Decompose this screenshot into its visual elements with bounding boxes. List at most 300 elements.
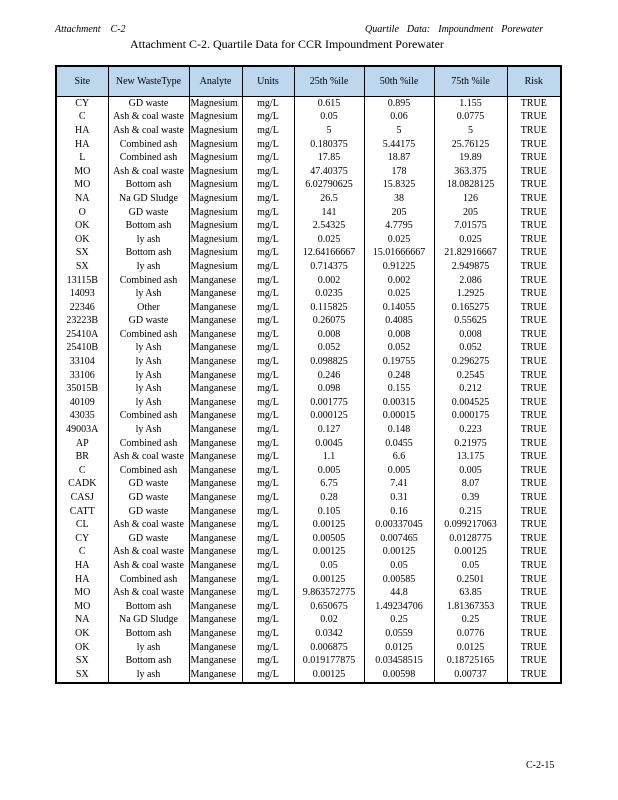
cell-25th-percentile: 0.05 (294, 559, 364, 573)
cell-site: CY (56, 532, 108, 546)
cell-waste-type: Combined ash (108, 437, 189, 451)
table-row (56, 464, 561, 478)
cell-75th-percentile: 363.375 (434, 165, 507, 179)
cell-site: O (56, 206, 108, 220)
cell-50th-percentile: 0.00598 (364, 668, 434, 683)
cell-waste-type: Ash & coal waste (108, 559, 189, 573)
cell-75th-percentile: 0.223 (434, 423, 507, 437)
cell-50th-percentile: 5.44175 (364, 138, 434, 152)
cell-site: MO (56, 600, 108, 614)
cell-75th-percentile: 0.0775 (434, 111, 507, 125)
cell-units: mg/L (242, 382, 294, 396)
cell-25th-percentile: 0.02 (294, 614, 364, 628)
cell-analyte: Manganese (189, 342, 242, 356)
cell-risk: TRUE (507, 586, 561, 600)
cell-units: mg/L (242, 423, 294, 437)
cell-units: mg/L (242, 206, 294, 220)
cell-site: HA (56, 138, 108, 152)
cell-waste-type: Combined ash (108, 464, 189, 478)
cell-units: mg/L (242, 532, 294, 546)
cell-site: HA (56, 559, 108, 573)
cell-analyte: Magnesium (189, 97, 242, 111)
cell-75th-percentile: 0.212 (434, 382, 507, 396)
cell-risk: TRUE (507, 546, 561, 560)
table-row (56, 654, 561, 668)
cell-50th-percentile: 0.00125 (364, 546, 434, 560)
cell-waste-type: Ash & coal waste (108, 450, 189, 464)
cell-75th-percentile: 0.00125 (434, 546, 507, 560)
table-row (56, 573, 561, 587)
cell-waste-type: GD waste (108, 478, 189, 492)
table-row (56, 260, 561, 274)
cell-50th-percentile: 0.148 (364, 423, 434, 437)
cell-risk: TRUE (507, 478, 561, 492)
cell-site: OK (56, 641, 108, 655)
cell-units: mg/L (242, 437, 294, 451)
cell-25th-percentile: 0.00505 (294, 532, 364, 546)
cell-site: HA (56, 573, 108, 587)
cell-analyte: Manganese (189, 396, 242, 410)
cell-analyte: Manganese (189, 382, 242, 396)
cell-site: 13115B (56, 274, 108, 288)
cell-50th-percentile: 7.41 (364, 478, 434, 492)
cell-25th-percentile: 0.650675 (294, 600, 364, 614)
cell-waste-type: Bottom ash (108, 627, 189, 641)
cell-units: mg/L (242, 179, 294, 193)
cell-75th-percentile: 0.2545 (434, 369, 507, 383)
cell-waste-type: Na GD Sludge (108, 614, 189, 628)
cell-50th-percentile: 0.248 (364, 369, 434, 383)
header-attachment (55, 24, 126, 35)
cell-50th-percentile: 1.49234706 (364, 600, 434, 614)
cell-risk: TRUE (507, 518, 561, 532)
cell-units: mg/L (242, 274, 294, 288)
cell-risk: TRUE (507, 124, 561, 138)
cell-site: C (56, 464, 108, 478)
cell-25th-percentile: 1.1 (294, 450, 364, 464)
cell-site: CASJ (56, 491, 108, 505)
header-word: Quartile (365, 24, 399, 35)
cell-units: mg/L (242, 328, 294, 342)
header-attachment-code: C-2 (110, 24, 126, 35)
cell-analyte: Manganese (189, 532, 242, 546)
cell-risk: TRUE (507, 138, 561, 152)
cell-waste-type: Bottom ash (108, 179, 189, 193)
cell-50th-percentile: 44.8 (364, 586, 434, 600)
header-section (365, 24, 551, 35)
cell-waste-type: GD waste (108, 206, 189, 220)
table-row (56, 641, 561, 655)
table-row (56, 355, 561, 369)
cell-75th-percentile: 2.086 (434, 274, 507, 288)
cell-units: mg/L (242, 450, 294, 464)
cell-25th-percentile: 0.00125 (294, 668, 364, 683)
cell-50th-percentile: 15.01666667 (364, 247, 434, 261)
cell-risk: TRUE (507, 233, 561, 247)
cell-units: mg/L (242, 287, 294, 301)
cell-waste-type: ly ash (108, 260, 189, 274)
cell-site: SX (56, 668, 108, 683)
cell-50th-percentile: 178 (364, 165, 434, 179)
cell-site: C (56, 546, 108, 560)
cell-75th-percentile: 0.39 (434, 491, 507, 505)
cell-25th-percentile: 0.615 (294, 97, 364, 111)
header-75th-percentile: 75th %ile (434, 66, 507, 97)
table-row (56, 600, 561, 614)
cell-waste-type: GD waste (108, 532, 189, 546)
cell-risk: TRUE (507, 505, 561, 519)
cell-risk: TRUE (507, 274, 561, 288)
cell-units: mg/L (242, 369, 294, 383)
cell-75th-percentile: 21.82916667 (434, 247, 507, 261)
cell-analyte: Manganese (189, 315, 242, 329)
cell-analyte: Manganese (189, 559, 242, 573)
cell-analyte: Manganese (189, 627, 242, 641)
table-row (56, 233, 561, 247)
cell-75th-percentile: 0.0776 (434, 627, 507, 641)
header-units: Units (242, 66, 294, 97)
cell-25th-percentile: 0.00125 (294, 518, 364, 532)
cell-50th-percentile: 0.002 (364, 274, 434, 288)
cell-waste-type: ly Ash (108, 342, 189, 356)
table-row (56, 111, 561, 125)
cell-analyte: Magnesium (189, 260, 242, 274)
header-risk: Risk (507, 66, 561, 97)
cell-waste-type: Combined ash (108, 573, 189, 587)
cell-units: mg/L (242, 627, 294, 641)
cell-50th-percentile: 0.0455 (364, 437, 434, 451)
cell-25th-percentile: 12.64166667 (294, 247, 364, 261)
cell-site: CL (56, 518, 108, 532)
cell-site: OK (56, 219, 108, 233)
table-row (56, 546, 561, 560)
cell-units: mg/L (242, 518, 294, 532)
cell-75th-percentile: 19.89 (434, 151, 507, 165)
cell-50th-percentile: 38 (364, 192, 434, 206)
cell-risk: TRUE (507, 260, 561, 274)
table-row (56, 478, 561, 492)
cell-site: 33106 (56, 369, 108, 383)
cell-75th-percentile: 0.025 (434, 233, 507, 247)
cell-waste-type: Combined ash (108, 274, 189, 288)
cell-analyte: Manganese (189, 369, 242, 383)
cell-waste-type: ly Ash (108, 287, 189, 301)
cell-25th-percentile: 0.098825 (294, 355, 364, 369)
cell-site: 25410A (56, 328, 108, 342)
cell-25th-percentile: 0.105 (294, 505, 364, 519)
cell-waste-type: ly Ash (108, 423, 189, 437)
cell-25th-percentile: 0.246 (294, 369, 364, 383)
cell-75th-percentile: 7.01575 (434, 219, 507, 233)
cell-waste-type: ly Ash (108, 396, 189, 410)
cell-analyte: Manganese (189, 274, 242, 288)
cell-risk: TRUE (507, 369, 561, 383)
cell-75th-percentile: 0.165275 (434, 301, 507, 315)
cell-analyte: Manganese (189, 450, 242, 464)
cell-50th-percentile: 0.00015 (364, 410, 434, 424)
cell-units: mg/L (242, 111, 294, 125)
cell-risk: TRUE (507, 437, 561, 451)
table-row (56, 505, 561, 519)
cell-75th-percentile: 0.2501 (434, 573, 507, 587)
table-row (56, 247, 561, 261)
cell-50th-percentile: 0.06 (364, 111, 434, 125)
cell-waste-type: ly Ash (108, 382, 189, 396)
cell-risk: TRUE (507, 627, 561, 641)
cell-analyte: Manganese (189, 641, 242, 655)
cell-75th-percentile: 5 (434, 124, 507, 138)
cell-50th-percentile: 0.14055 (364, 301, 434, 315)
cell-75th-percentile: 1.81367353 (434, 600, 507, 614)
cell-25th-percentile: 0.0045 (294, 437, 364, 451)
cell-waste-type: Combined ash (108, 328, 189, 342)
cell-waste-type: Bottom ash (108, 600, 189, 614)
cell-risk: TRUE (507, 668, 561, 683)
cell-75th-percentile: 0.25 (434, 614, 507, 628)
cell-75th-percentile: 0.00737 (434, 668, 507, 683)
cell-25th-percentile: 6.02790625 (294, 179, 364, 193)
cell-waste-type: Ash & coal waste (108, 111, 189, 125)
cell-50th-percentile: 0.05 (364, 559, 434, 573)
cell-risk: TRUE (507, 410, 561, 424)
cell-units: mg/L (242, 97, 294, 111)
cell-waste-type: Combined ash (108, 138, 189, 152)
cell-risk: TRUE (507, 532, 561, 546)
cell-25th-percentile: 26.5 (294, 192, 364, 206)
cell-50th-percentile: 0.91225 (364, 260, 434, 274)
cell-risk: TRUE (507, 342, 561, 356)
cell-75th-percentile: 0.000175 (434, 410, 507, 424)
cell-50th-percentile: 0.025 (364, 287, 434, 301)
cell-75th-percentile: 0.0125 (434, 641, 507, 655)
cell-waste-type: GD waste (108, 315, 189, 329)
cell-50th-percentile: 0.00585 (364, 573, 434, 587)
cell-waste-type: Other (108, 301, 189, 315)
cell-risk: TRUE (507, 464, 561, 478)
cell-75th-percentile: 0.296275 (434, 355, 507, 369)
page-title: Attachment C-2. Quartile Data for CCR Impoundment Porewater (130, 37, 444, 51)
cell-site: NA (56, 192, 108, 206)
cell-risk: TRUE (507, 111, 561, 125)
cell-50th-percentile: 0.00337045 (364, 518, 434, 532)
cell-25th-percentile: 0.127 (294, 423, 364, 437)
cell-25th-percentile: 0.0235 (294, 287, 364, 301)
cell-analyte: Magnesium (189, 151, 242, 165)
cell-75th-percentile: 0.004525 (434, 396, 507, 410)
cell-25th-percentile: 9.863572775 (294, 586, 364, 600)
cell-waste-type: Combined ash (108, 151, 189, 165)
cell-waste-type: Bottom ash (108, 219, 189, 233)
cell-25th-percentile: 0.28 (294, 491, 364, 505)
table-row (56, 396, 561, 410)
cell-75th-percentile: 0.099217063 (434, 518, 507, 532)
cell-waste-type: Na GD Sludge (108, 192, 189, 206)
cell-50th-percentile: 0.03458515 (364, 654, 434, 668)
cell-units: mg/L (242, 138, 294, 152)
table-row (56, 206, 561, 220)
cell-analyte: Manganese (189, 328, 242, 342)
cell-25th-percentile: 0.26075 (294, 315, 364, 329)
cell-50th-percentile: 0.4085 (364, 315, 434, 329)
table-row (56, 518, 561, 532)
cell-analyte: Manganese (189, 423, 242, 437)
cell-50th-percentile: 0.155 (364, 382, 434, 396)
table-row (56, 627, 561, 641)
cell-units: mg/L (242, 586, 294, 600)
table-row (56, 97, 561, 111)
cell-waste-type: Combined ash (108, 410, 189, 424)
cell-75th-percentile: 25.76125 (434, 138, 507, 152)
cell-waste-type: Ash & coal waste (108, 518, 189, 532)
cell-risk: TRUE (507, 450, 561, 464)
cell-25th-percentile: 6.75 (294, 478, 364, 492)
cell-75th-percentile: 2.949875 (434, 260, 507, 274)
header-analyte: Analyte (189, 66, 242, 97)
cell-50th-percentile: 5 (364, 124, 434, 138)
cell-analyte: Manganese (189, 586, 242, 600)
cell-analyte: Manganese (189, 355, 242, 369)
table-row (56, 219, 561, 233)
cell-risk: TRUE (507, 301, 561, 315)
cell-risk: TRUE (507, 396, 561, 410)
cell-waste-type: Ash & coal waste (108, 124, 189, 138)
cell-75th-percentile: 1.155 (434, 97, 507, 111)
header-word: Data: (406, 24, 431, 35)
table-row (56, 491, 561, 505)
cell-waste-type: ly Ash (108, 369, 189, 383)
cell-75th-percentile: 0.008 (434, 328, 507, 342)
cell-site: BR (56, 450, 108, 464)
cell-25th-percentile: 5 (294, 124, 364, 138)
cell-25th-percentile: 0.098 (294, 382, 364, 396)
cell-analyte: Manganese (189, 505, 242, 519)
cell-75th-percentile: 1.2925 (434, 287, 507, 301)
table-row (56, 287, 561, 301)
table-row (56, 382, 561, 396)
cell-site: CY (56, 97, 108, 111)
cell-75th-percentile: 0.0128775 (434, 532, 507, 546)
cell-50th-percentile: 15.8325 (364, 179, 434, 193)
cell-units: mg/L (242, 505, 294, 519)
cell-50th-percentile: 0.052 (364, 342, 434, 356)
cell-units: mg/L (242, 668, 294, 683)
cell-waste-type: Bottom ash (108, 247, 189, 261)
table-row (56, 138, 561, 152)
cell-site: MO (56, 586, 108, 600)
table-row (56, 668, 561, 683)
table-body (56, 97, 561, 683)
cell-analyte: Magnesium (189, 233, 242, 247)
cell-risk: TRUE (507, 614, 561, 628)
cell-analyte: Magnesium (189, 219, 242, 233)
cell-site: L (56, 151, 108, 165)
cell-25th-percentile: 17.85 (294, 151, 364, 165)
cell-25th-percentile: 0.001775 (294, 396, 364, 410)
cell-site: SX (56, 654, 108, 668)
cell-waste-type: ly ash (108, 668, 189, 683)
cell-50th-percentile: 4.7795 (364, 219, 434, 233)
cell-site: 33104 (56, 355, 108, 369)
cell-analyte: Manganese (189, 287, 242, 301)
cell-75th-percentile: 0.18725165 (434, 654, 507, 668)
table-row (56, 410, 561, 424)
cell-75th-percentile: 8.07 (434, 478, 507, 492)
cell-50th-percentile: 0.005 (364, 464, 434, 478)
cell-units: mg/L (242, 151, 294, 165)
cell-site: 35015B (56, 382, 108, 396)
cell-25th-percentile: 0.0342 (294, 627, 364, 641)
cell-75th-percentile: 0.55625 (434, 315, 507, 329)
cell-75th-percentile: 0.005 (434, 464, 507, 478)
table-row (56, 179, 561, 193)
cell-waste-type: Bottom ash (108, 654, 189, 668)
cell-units: mg/L (242, 614, 294, 628)
cell-units: mg/L (242, 491, 294, 505)
cell-75th-percentile: 13.175 (434, 450, 507, 464)
table-row (56, 315, 561, 329)
cell-waste-type: GD waste (108, 491, 189, 505)
cell-units: mg/L (242, 573, 294, 587)
cell-units: mg/L (242, 355, 294, 369)
cell-25th-percentile: 0.180375 (294, 138, 364, 152)
cell-25th-percentile: 0.025 (294, 233, 364, 247)
cell-analyte: Magnesium (189, 124, 242, 138)
table-header-row (56, 66, 561, 97)
cell-risk: TRUE (507, 192, 561, 206)
cell-site: 14093 (56, 287, 108, 301)
table-row (56, 586, 561, 600)
cell-analyte: Magnesium (189, 165, 242, 179)
cell-50th-percentile: 0.31 (364, 491, 434, 505)
table-row (56, 301, 561, 315)
header-word: Impoundment (438, 24, 494, 35)
cell-25th-percentile: 2.54325 (294, 219, 364, 233)
cell-50th-percentile: 0.007465 (364, 532, 434, 546)
header-attachment-label: Attachment (55, 24, 101, 35)
table-row (56, 559, 561, 573)
cell-25th-percentile: 0.005 (294, 464, 364, 478)
cell-75th-percentile: 0.21975 (434, 437, 507, 451)
cell-25th-percentile: 0.002 (294, 274, 364, 288)
cell-units: mg/L (242, 600, 294, 614)
cell-units: mg/L (242, 260, 294, 274)
cell-site: HA (56, 124, 108, 138)
cell-units: mg/L (242, 654, 294, 668)
cell-analyte: Magnesium (189, 206, 242, 220)
cell-25th-percentile: 0.019177875 (294, 654, 364, 668)
cell-analyte: Manganese (189, 668, 242, 683)
cell-site: MO (56, 165, 108, 179)
table-row (56, 423, 561, 437)
cell-risk: TRUE (507, 654, 561, 668)
cell-25th-percentile: 0.000125 (294, 410, 364, 424)
cell-site: 25410B (56, 342, 108, 356)
cell-waste-type: Ash & coal waste (108, 586, 189, 600)
cell-25th-percentile: 0.00125 (294, 546, 364, 560)
cell-50th-percentile: 0.0559 (364, 627, 434, 641)
cell-units: mg/L (242, 219, 294, 233)
cell-site: AP (56, 437, 108, 451)
cell-site: CADK (56, 478, 108, 492)
cell-risk: TRUE (507, 247, 561, 261)
cell-50th-percentile: 6.6 (364, 450, 434, 464)
cell-risk: TRUE (507, 600, 561, 614)
cell-50th-percentile: 0.19755 (364, 355, 434, 369)
table-row (56, 274, 561, 288)
cell-risk: TRUE (507, 423, 561, 437)
cell-risk: TRUE (507, 219, 561, 233)
cell-units: mg/L (242, 641, 294, 655)
